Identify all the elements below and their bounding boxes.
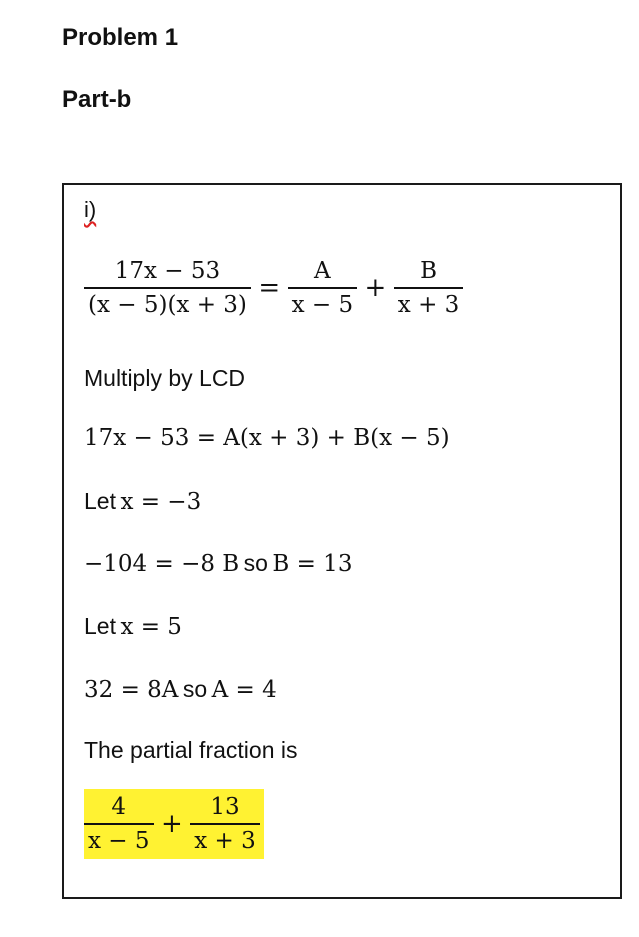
plus-sign: +	[160, 809, 183, 839]
let-x-5-line	[84, 613, 182, 640]
plus-sign: +	[364, 273, 387, 303]
a-denominator: x − 5	[291, 292, 354, 318]
a-value: A = 4	[211, 677, 277, 703]
result-a-denominator: x − 5	[88, 828, 150, 854]
let-word: Let	[84, 613, 116, 639]
answer-box	[62, 183, 622, 899]
partial-fraction-equation	[84, 255, 463, 321]
problem-title: Problem 1	[62, 24, 179, 51]
so-word: so	[243, 550, 268, 576]
result-a-fraction	[84, 791, 154, 857]
result-b-numerator: 13	[210, 794, 240, 820]
equals-sign: =	[258, 273, 281, 303]
solve-b-line	[84, 550, 352, 577]
solve-b-equation: −104 = −8 B	[84, 551, 240, 577]
multiply-by-lcd-text: Multiply by LCD	[84, 365, 246, 391]
let-word: Let	[84, 488, 116, 514]
lhs-denominator: (x − 5)(x + 3)	[88, 292, 247, 318]
expanded-equation: 17x − 53 = A(x + 3) + B(x − 5)	[84, 425, 450, 451]
b-denominator: x + 3	[397, 292, 460, 318]
let-value: x = 5	[120, 614, 182, 640]
a-numerator: A	[314, 258, 331, 284]
item-label-line	[84, 197, 96, 223]
b-value: B = 13	[272, 551, 353, 577]
a-fraction	[288, 255, 358, 321]
solve-a-equation: 32 = 8A	[84, 677, 179, 703]
lhs-numerator: 17x − 53	[114, 258, 221, 284]
b-fraction	[394, 255, 464, 321]
result-b-fraction	[190, 791, 260, 857]
result-text: The partial fraction is	[84, 737, 298, 763]
item-label: i)	[84, 197, 97, 222]
solve-a-line	[84, 676, 277, 703]
b-numerator: B	[420, 258, 437, 284]
result-b-denominator: x + 3	[194, 828, 256, 854]
result-expression	[84, 789, 264, 859]
result-a-numerator: 4	[111, 794, 127, 820]
let-value: x = −3	[120, 489, 202, 515]
result-highlight	[84, 789, 264, 859]
let-x-minus-3-line	[84, 488, 201, 515]
so-word: so	[182, 676, 208, 702]
lhs-fraction	[84, 255, 251, 321]
part-title: Part-b	[62, 86, 132, 113]
